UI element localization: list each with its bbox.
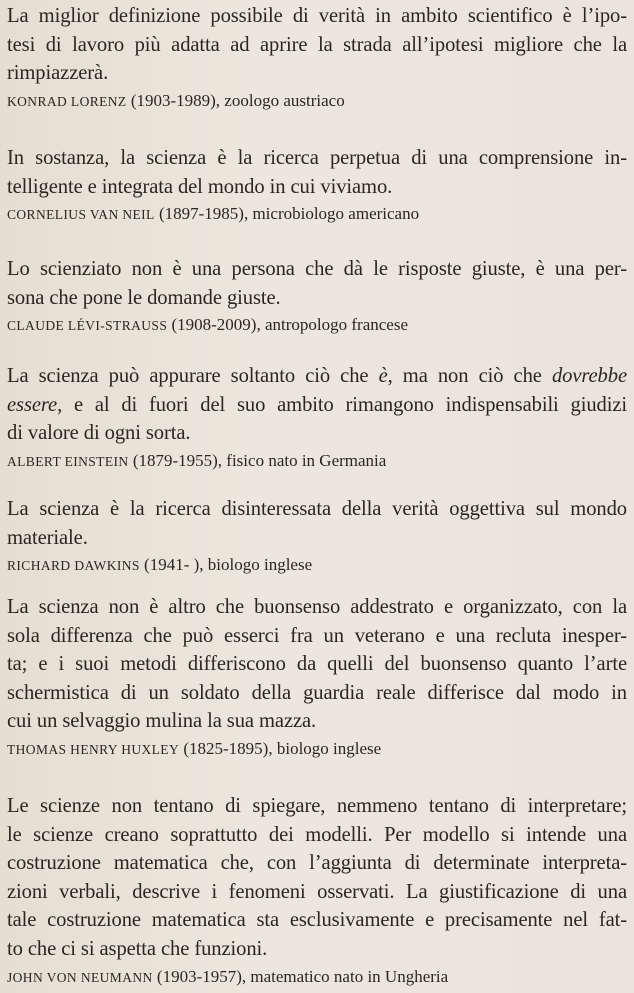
author-details: (1903-1989), zoologo austriaco — [126, 90, 345, 110]
quote-line: le scienze creano soprattutto dei modelli. Per modello si intende una — [7, 823, 627, 846]
quote-emphasis: è — [378, 365, 388, 387]
quote-line: to che ci si aspetta che funzioni. — [7, 937, 268, 960]
quote-lorenz — [7, 2, 627, 113]
author-name: THOMAS HENRY HUXLEY — [7, 741, 180, 757]
author-details: (1908-2009), antropologo francese — [167, 315, 408, 335]
quote-author — [7, 90, 627, 113]
quote-line: tale costruzione matematica sta esclusivamente e precisamente nel fat- — [7, 909, 627, 932]
quote-line: costruzione matematica che, con l’aggiunta di determinate interpreta- — [7, 852, 627, 875]
author-name: ALBERT EINSTEIN — [7, 453, 129, 469]
author-name: CORNELIUS VAN NEIL — [7, 207, 155, 223]
quote-line: La miglior definizione possibile di verità in ambito scientifico è l’ipo- — [7, 5, 627, 27]
author-details: (1903-1957), matematico nato in Ungheria — [152, 966, 449, 986]
quote-text — [7, 255, 627, 312]
quote-segment: , ma non ciò che — [387, 365, 552, 387]
quote-text — [7, 792, 627, 964]
quote-emphasis: dovrebbe — [551, 365, 627, 387]
quote-line: zioni verbali, descrive i fenomeni osservati. La giustificazione di una — [7, 880, 627, 903]
quote-line: Le scienze non tentano di spiegare, nemmeno tentano di interpretare; — [7, 795, 627, 817]
quote-line: Lo scienziato non è una persona che dà le risposte giuste, è una per- — [7, 258, 627, 280]
quote-line: La scienza non è altro che buonsenso addestrato e organizzato, con la — [7, 596, 627, 618]
quote-van-neil — [7, 144, 627, 226]
quote-line: sona che pone le domande giuste. — [7, 286, 281, 309]
quote-line: schermistica di un soldato della guardia reale differisce dal modo in — [7, 681, 627, 704]
quote-line: ta; e i suoi metodi differiscono da quelli del buonsenso quanto l’arte — [7, 653, 627, 676]
quote-line — [7, 362, 627, 391]
quote-text — [7, 2, 627, 88]
author-details: (1941- ), biologo inglese — [139, 555, 313, 575]
quote-segment: La scienza può appurare soltanto ciò che — [7, 365, 379, 387]
quote-line — [7, 391, 627, 420]
quote-line: tesi di lavoro più adatta ad aprire la strada all’ipotesi migliore che la — [7, 33, 627, 56]
author-name: RICHARD DAWKINS — [7, 558, 140, 574]
quote-emphasis: essere — [7, 393, 58, 416]
quote-text — [7, 144, 627, 201]
quote-line: telligente e integrata del mondo in cui viviamo. — [7, 175, 393, 198]
quote-author — [7, 203, 627, 226]
quote-text — [7, 495, 627, 552]
quote-line: In sostanza, la scienza è la ricerca perpetua di una comprensione in- — [7, 147, 627, 169]
author-details: (1825-1895), biologo inglese — [179, 738, 382, 758]
quote-line: di valore di ogni sorta. — [7, 422, 191, 445]
quote-levi-strauss — [7, 255, 627, 337]
author-name: JOHN VON NEUMANN — [7, 969, 153, 985]
quote-author — [7, 314, 627, 337]
author-name: CLAUDE LÉVI-STRAUSS — [7, 318, 168, 334]
quote-author — [7, 450, 627, 473]
quote-segment: , e al di fuori del suo ambito rimangono indispensabili giudizi — [57, 393, 627, 416]
quote-author — [7, 966, 627, 989]
quote-line: sola differenza che può esserci fra un veterano e una recluta inesper- — [7, 624, 627, 647]
author-details: (1879-1955), fisico nato in Germania — [128, 450, 387, 470]
quote-huxley — [7, 593, 627, 761]
author-details: (1897-1985), microbiologo americano — [154, 204, 420, 224]
quote-line: La scienza è la ricerca disinteressata della verità oggettiva sul mondo — [7, 498, 627, 520]
quote-von-neumann — [7, 792, 627, 989]
quote-dawkins — [7, 495, 627, 577]
quote-line: cui un selvaggio mulina la sua mazza. — [7, 710, 317, 733]
author-name: KONRAD LORENZ — [7, 93, 127, 109]
quote-einstein — [7, 362, 627, 473]
quote-line: rimpiazzerà. — [7, 62, 109, 85]
quote-author — [7, 738, 627, 761]
quote-text — [7, 362, 627, 448]
quote-author — [7, 554, 627, 577]
quote-line: materiale. — [7, 526, 88, 549]
quote-text — [7, 593, 627, 736]
